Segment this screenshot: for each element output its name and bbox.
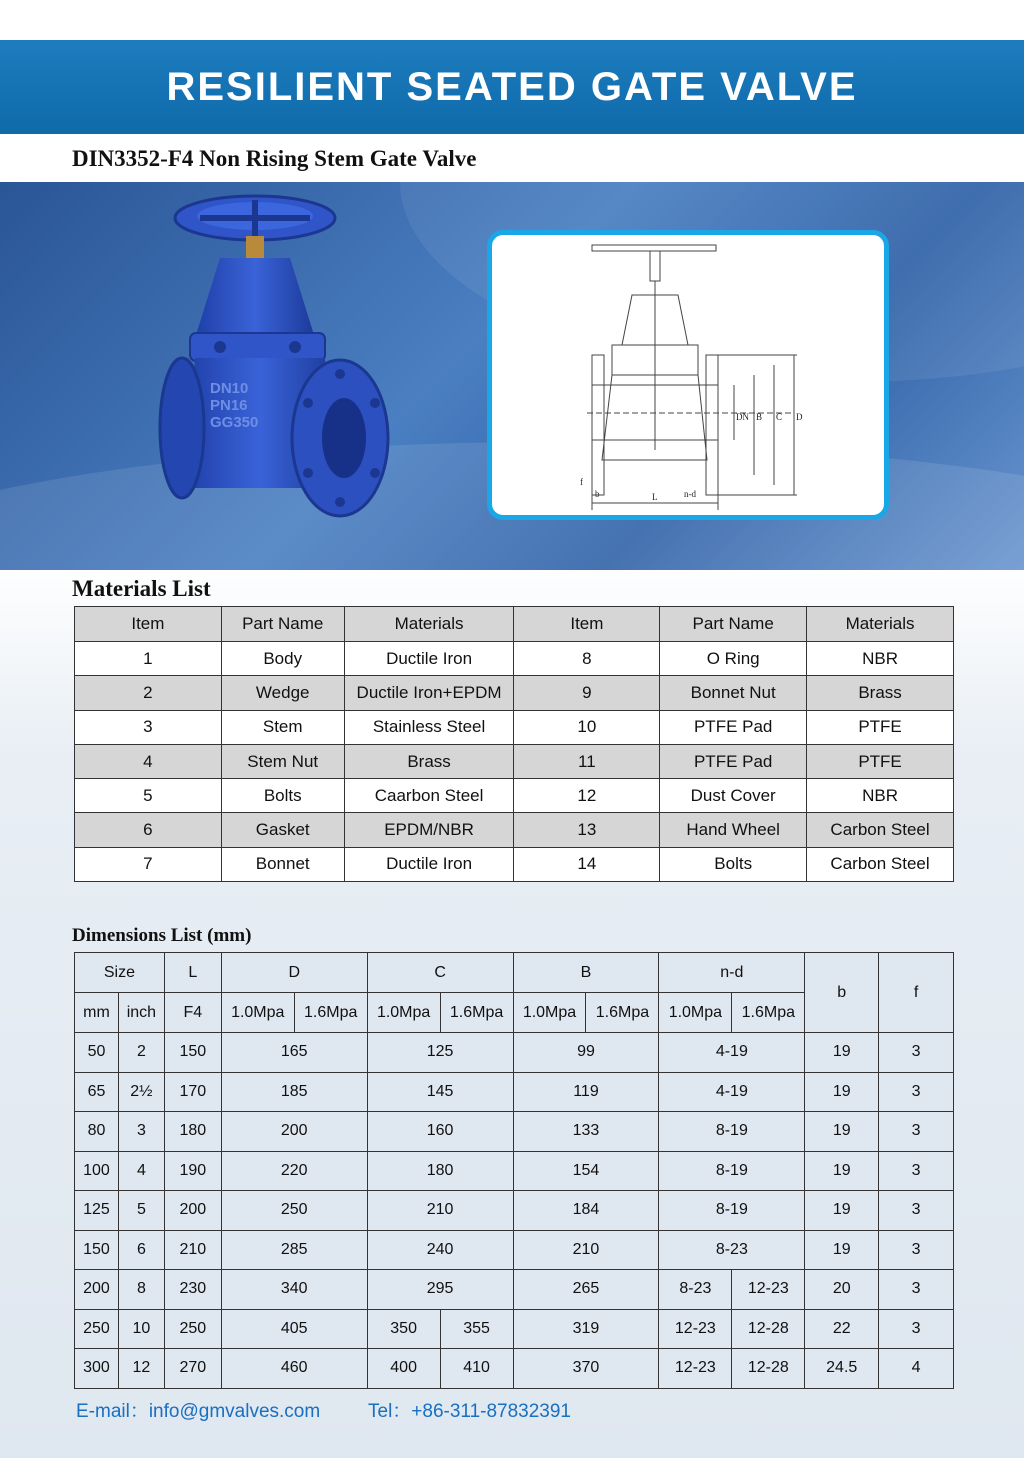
table-cell: Bonnet: [221, 847, 344, 881]
table-cell: Stem: [221, 710, 344, 744]
table-cell: 285: [221, 1230, 367, 1270]
table-cell: Bolts: [221, 779, 344, 813]
table-cell: 12-28: [732, 1309, 805, 1349]
table-cell: 13: [514, 813, 660, 847]
column-subheader: 1.6Mpa: [586, 993, 659, 1033]
table-cell: 350: [367, 1309, 440, 1349]
column-header: f: [879, 953, 954, 1033]
table-cell: 11: [514, 744, 660, 778]
table-cell: Bonnet Nut: [660, 676, 807, 710]
table-cell: 3: [879, 1151, 954, 1191]
table-cell: 100: [75, 1151, 119, 1191]
table-cell: Brass: [807, 676, 954, 710]
table-row: [75, 642, 954, 676]
column-subheader: F4: [164, 993, 221, 1033]
table-row: [75, 1072, 954, 1112]
table-cell: 8-19: [659, 1191, 805, 1231]
table-row: [75, 1230, 954, 1270]
table-cell: 133: [513, 1112, 659, 1152]
table-cell: 180: [367, 1151, 513, 1191]
table-cell: 2½: [118, 1072, 164, 1112]
table-row: [75, 813, 954, 847]
column-header: Materials: [807, 607, 954, 642]
column-subheader: 1.6Mpa: [294, 993, 367, 1033]
hero-section: [0, 182, 1024, 570]
column-header: D: [221, 953, 367, 993]
table-row: [75, 779, 954, 813]
table-cell: 460: [221, 1349, 367, 1389]
table-cell: 10: [118, 1309, 164, 1349]
table-row: [75, 1033, 954, 1073]
table-cell: 8: [514, 642, 660, 676]
table-cell: 22: [805, 1309, 879, 1349]
column-subheader: 1.0Mpa: [221, 993, 294, 1033]
table-cell: 80: [75, 1112, 119, 1152]
table-row: [75, 1191, 954, 1231]
dimensions-table: [74, 952, 954, 1389]
table-cell: Gasket: [221, 813, 344, 847]
table-cell: Ductile Iron: [344, 642, 514, 676]
table-cell: 8-23: [659, 1230, 805, 1270]
table-header-row: [75, 607, 954, 642]
table-cell: 340: [221, 1270, 367, 1310]
table-cell: 99: [513, 1033, 659, 1073]
column-subheader: 1.0Mpa: [513, 993, 586, 1033]
table-row: [75, 1270, 954, 1310]
table-cell: 8-23: [659, 1270, 732, 1310]
table-cell: PTFE: [807, 744, 954, 778]
table-cell: 5: [75, 779, 222, 813]
technical-drawing-frame: [487, 230, 889, 520]
table-cell: 3: [75, 710, 222, 744]
table-cell: 19: [805, 1112, 879, 1152]
table-cell: 240: [367, 1230, 513, 1270]
table-row: [75, 1112, 954, 1152]
column-header: Item: [514, 607, 660, 642]
materials-table: [74, 606, 954, 882]
table-cell: 210: [367, 1191, 513, 1231]
table-cell: 4: [879, 1349, 954, 1389]
table-cell: Stainless Steel: [344, 710, 514, 744]
table-cell: 160: [367, 1112, 513, 1152]
table-cell: 12: [514, 779, 660, 813]
table-cell: 7: [75, 847, 222, 881]
table-row: [75, 744, 954, 778]
table-cell: 24.5: [805, 1349, 879, 1389]
page-title: RESILIENT SEATED GATE VALVE: [166, 64, 858, 109]
table-cell: 3: [879, 1112, 954, 1152]
table-cell: NBR: [807, 642, 954, 676]
drawing-label-nd: n-d: [684, 489, 696, 499]
table-cell: 19: [805, 1151, 879, 1191]
table-cell: Carbon Steel: [807, 813, 954, 847]
table-cell: 300: [75, 1349, 119, 1389]
column-subheader: mm: [75, 993, 119, 1033]
column-header: Item: [75, 607, 222, 642]
table-cell: 180: [164, 1112, 221, 1152]
table-cell: 210: [513, 1230, 659, 1270]
table-cell: 19: [805, 1033, 879, 1073]
table-cell: 3: [879, 1309, 954, 1349]
table-cell: 19: [805, 1072, 879, 1112]
table-cell: 12-23: [659, 1309, 732, 1349]
table-cell: 355: [440, 1309, 513, 1349]
table-cell: 3: [879, 1033, 954, 1073]
table-cell: PTFE Pad: [660, 744, 807, 778]
column-subheader: 1.6Mpa: [440, 993, 513, 1033]
title-banner: [0, 40, 1024, 134]
table-cell: 3: [879, 1230, 954, 1270]
table-cell: Brass: [344, 744, 514, 778]
table-cell: EPDM/NBR: [344, 813, 514, 847]
table-cell: 50: [75, 1033, 119, 1073]
table-cell: 265: [513, 1270, 659, 1310]
drawing-label-l: L: [652, 492, 658, 502]
table-cell: Wedge: [221, 676, 344, 710]
drawing-label-f: f: [580, 477, 583, 487]
table-cell: Stem Nut: [221, 744, 344, 778]
table-row: [75, 1309, 954, 1349]
table-cell: 12-28: [732, 1349, 805, 1389]
table-cell: 370: [513, 1349, 659, 1389]
table-cell: 230: [164, 1270, 221, 1310]
dimensions-list-title: Dimensions List (mm): [72, 925, 252, 946]
table-cell: 145: [367, 1072, 513, 1112]
table-cell: 12: [118, 1349, 164, 1389]
table-cell: 3: [879, 1191, 954, 1231]
column-header: Part Name: [660, 607, 807, 642]
table-cell: 154: [513, 1151, 659, 1191]
table-cell: 220: [221, 1151, 367, 1191]
column-header: n-d: [659, 953, 805, 993]
table-cell: 184: [513, 1191, 659, 1231]
table-cell: 20: [805, 1270, 879, 1310]
table-cell: Caarbon Steel: [344, 779, 514, 813]
drawing-label-d: D: [796, 412, 803, 422]
table-cell: 8: [118, 1270, 164, 1310]
column-header: B: [513, 953, 659, 993]
table-cell: 295: [367, 1270, 513, 1310]
table-cell: 165: [221, 1033, 367, 1073]
table-cell: Ductile Iron+EPDM: [344, 676, 514, 710]
table-cell: 6: [118, 1230, 164, 1270]
table-cell: 12-23: [732, 1270, 805, 1310]
table-row: [75, 1151, 954, 1191]
table-cell: 119: [513, 1072, 659, 1112]
table-cell: 200: [75, 1270, 119, 1310]
table-cell: 150: [164, 1033, 221, 1073]
table-cell: 14: [514, 847, 660, 881]
table-cell: 8-19: [659, 1112, 805, 1152]
drawing-label-c: C: [776, 412, 783, 422]
table-cell: 65: [75, 1072, 119, 1112]
materials-list-title: Materials List: [72, 576, 211, 601]
technical-drawing: [492, 235, 884, 515]
table-header-row: [75, 953, 954, 993]
table-cell: PTFE: [807, 710, 954, 744]
body-marking: PN16: [210, 397, 248, 414]
body-marking: GG350: [210, 414, 259, 431]
table-cell: Bolts: [660, 847, 807, 881]
table-cell: 19: [805, 1230, 879, 1270]
table-cell: 4: [118, 1151, 164, 1191]
column-subheader: 1.0Mpa: [367, 993, 440, 1033]
table-cell: NBR: [807, 779, 954, 813]
table-cell: PTFE Pad: [660, 710, 807, 744]
table-cell: 3: [879, 1072, 954, 1112]
column-header: Part Name: [221, 607, 344, 642]
contact-email[interactable]: E-mail：info@gmvalves.com: [76, 1401, 321, 1422]
table-cell: 190: [164, 1151, 221, 1191]
column-header: b: [805, 953, 879, 1033]
product-subtitle: DIN3352-F4 Non Rising Stem Gate Valve: [72, 146, 477, 171]
column-header: Materials: [344, 607, 514, 642]
table-cell: 250: [164, 1309, 221, 1349]
table-row: [75, 676, 954, 710]
column-subheader: inch: [118, 993, 164, 1033]
table-cell: 3: [879, 1270, 954, 1310]
table-cell: 400: [367, 1349, 440, 1389]
column-header: Size: [75, 953, 165, 993]
table-cell: 4: [75, 744, 222, 778]
table-cell: Carbon Steel: [807, 847, 954, 881]
table-cell: 125: [367, 1033, 513, 1073]
table-cell: 8-19: [659, 1151, 805, 1191]
column-header: L: [164, 953, 221, 993]
table-cell: 9: [514, 676, 660, 710]
valve-photo: [150, 188, 390, 568]
body-marking: DN10: [210, 380, 249, 397]
table-cell: 3: [118, 1112, 164, 1152]
drawing-label-b: b: [595, 489, 600, 499]
table-cell: Hand Wheel: [660, 813, 807, 847]
table-cell: Ductile Iron: [344, 847, 514, 881]
table-cell: O Ring: [660, 642, 807, 676]
table-cell: 4-19: [659, 1033, 805, 1073]
table-cell: 250: [75, 1309, 119, 1349]
drawing-label-b-upper: B: [756, 412, 763, 422]
table-cell: 170: [164, 1072, 221, 1112]
table-cell: 10: [514, 710, 660, 744]
contact-phone[interactable]: Tel：+86-311-87832391: [368, 1401, 571, 1422]
table-cell: 19: [805, 1191, 879, 1231]
table-cell: 12-23: [659, 1349, 732, 1389]
column-subheader: 1.6Mpa: [732, 993, 805, 1033]
table-row: [75, 847, 954, 881]
table-cell: 210: [164, 1230, 221, 1270]
table-cell: 150: [75, 1230, 119, 1270]
table-cell: 270: [164, 1349, 221, 1389]
table-cell: 1: [75, 642, 222, 676]
table-cell: 319: [513, 1309, 659, 1349]
table-cell: 200: [164, 1191, 221, 1231]
table-cell: 405: [221, 1309, 367, 1349]
table-cell: 2: [75, 676, 222, 710]
table-cell: 4-19: [659, 1072, 805, 1112]
drawing-label-dn: DN: [736, 412, 749, 422]
table-row: [75, 710, 954, 744]
table-cell: 200: [221, 1112, 367, 1152]
table-cell: Dust Cover: [660, 779, 807, 813]
table-cell: 250: [221, 1191, 367, 1231]
column-header: C: [367, 953, 513, 993]
table-cell: Body: [221, 642, 344, 676]
table-cell: 2: [118, 1033, 164, 1073]
table-cell: 6: [75, 813, 222, 847]
column-subheader: 1.0Mpa: [659, 993, 732, 1033]
table-cell: 125: [75, 1191, 119, 1231]
table-cell: 5: [118, 1191, 164, 1231]
table-cell: 410: [440, 1349, 513, 1389]
table-row: [75, 1349, 954, 1389]
table-cell: 185: [221, 1072, 367, 1112]
